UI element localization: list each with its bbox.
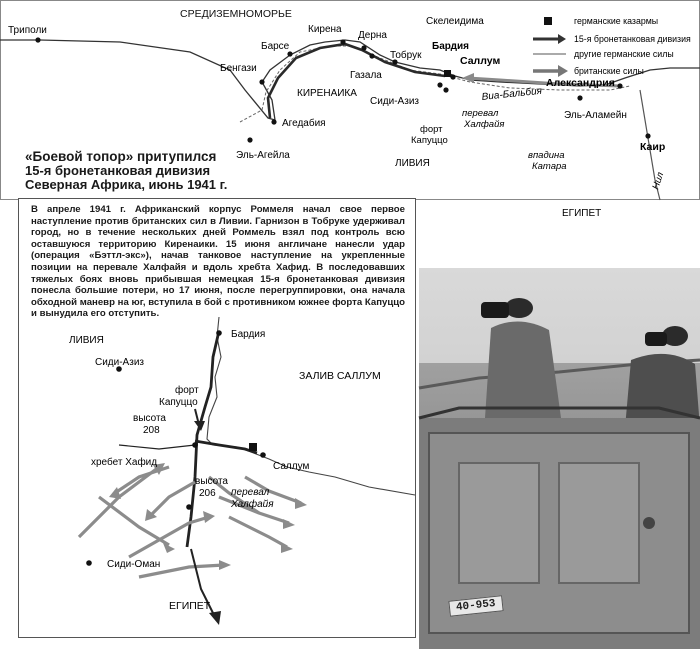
place-skelidima: Скелеидима xyxy=(426,16,484,27)
place-tripoli: Триполи xyxy=(8,25,47,36)
place-derna: Дерна xyxy=(358,30,387,41)
place-qattara: впадина Катара xyxy=(528,150,567,172)
license-plate: 40-953 xyxy=(448,595,503,617)
photo-officers-in-vehicle xyxy=(419,268,700,649)
place-sidi-aziz: Сиди-Азиз xyxy=(370,96,419,107)
place-salum: Саллум xyxy=(460,55,501,67)
legend-label-2: другие германские силы xyxy=(574,49,674,59)
german-barracks-marker xyxy=(444,70,451,77)
place-gazala: Газала xyxy=(350,70,382,81)
map-title-block xyxy=(25,150,265,192)
place-egypt: ЕГИПЕТ xyxy=(562,208,602,219)
place-tobruk: Тобрук xyxy=(390,50,422,61)
place-bardia: Бардия xyxy=(432,41,469,52)
german-track-1 xyxy=(187,331,219,547)
place-barce: Барсе xyxy=(261,41,290,52)
place-benghazi: Бенгази xyxy=(220,63,257,74)
map-subtitle-1: 15-я бронетанковая дивизия xyxy=(25,163,211,178)
detail-label-libya: ЛИВИЯ xyxy=(69,335,104,346)
intro-paragraph: В апреле 1941 г. Африканский корпус Роммеля начал свое первое наступление против британских сил в Ливии. Гарнизон в Тобруке удерживал город, но в течение нескольких дней Роммель взял под контроль всю оставшуюся территорию Киренаики. 15 июня англичане нанесли удар (операция «Бэттл-экс»), начав танковое наступление на укрепленные позиции на перевале Халфайя и вдоль хребта Хафид. В последовавших тяжелых боях вновь прибывшая немецкая 15-я бронетанковая дивизия понесла большие потери, но 17 июня, после перегруппировки, она начала обходной маневр на юг, вступила в бой с противником южнее форта Капуццо и вынудила его отступить. xyxy=(31,204,405,320)
place-cairo: Каир xyxy=(640,141,666,153)
sea-label: СРЕДИЗЕМНОМОРЬЕ xyxy=(180,8,292,20)
legend-label-1: 15-я бронетанковая дивизия xyxy=(574,34,691,44)
detail-label-sidi-omar: Сиди-Оман xyxy=(107,559,161,570)
detail-coastline xyxy=(207,317,415,495)
place-via-balbia: Виа-Бальбия xyxy=(481,85,543,103)
map-subtitle-2: Северная Африка, июнь 1941 г. xyxy=(25,177,228,192)
detail-label-fort-capuzzo: форт Капуццо xyxy=(159,385,199,408)
detail-panel xyxy=(18,198,416,638)
detail-map xyxy=(19,317,415,637)
german-track-2 xyxy=(195,441,257,453)
detail-label-height-208: высота 208 xyxy=(133,413,166,436)
place-fort-capuzzo: форт Капуццо xyxy=(411,124,448,146)
detail-label-height-206: высота 206 xyxy=(195,476,228,499)
place-cyrene: Кирена xyxy=(308,24,342,35)
detail-label-salum: Саллум xyxy=(273,461,310,472)
map-title: «Боевой топор» притупился xyxy=(25,149,217,164)
detail-label-sidi-aziz: Сиди-Азиз xyxy=(95,357,144,368)
detail-label-gulf-salum: ЗАЛИВ САЛЛУМ xyxy=(299,370,381,382)
detail-label-bardia: Бардия xyxy=(231,329,266,340)
place-cyrenaica: КИРЕНАИКА xyxy=(297,88,357,99)
place-libya: ЛИВИЯ xyxy=(395,158,430,169)
detail-label-egypt: ЕГИПЕТ xyxy=(169,600,211,612)
legend-barracks-symbol xyxy=(544,17,552,25)
detail-barracks-marker xyxy=(249,443,257,451)
place-halfaya-pass: перевал Халфайя xyxy=(462,108,505,130)
detail-label-hafid-ridge: хребет Хафид xyxy=(91,457,158,468)
place-nile: Нил xyxy=(650,170,667,191)
photo-drawing xyxy=(419,268,700,649)
legend-label-0: германские казармы xyxy=(574,16,659,26)
legend-label-3: британские силы xyxy=(574,66,644,76)
place-agedabia: Агедабия xyxy=(282,118,326,129)
german-track-3 xyxy=(119,445,195,449)
detail-label-halfaya-pass: перевал Халфайя xyxy=(231,487,274,510)
place-el-alamein: Эль-Аламейн xyxy=(564,110,627,121)
place-el-agheila: Эль-Агейла xyxy=(236,150,290,161)
place-alexandria: Александрия xyxy=(546,77,615,89)
